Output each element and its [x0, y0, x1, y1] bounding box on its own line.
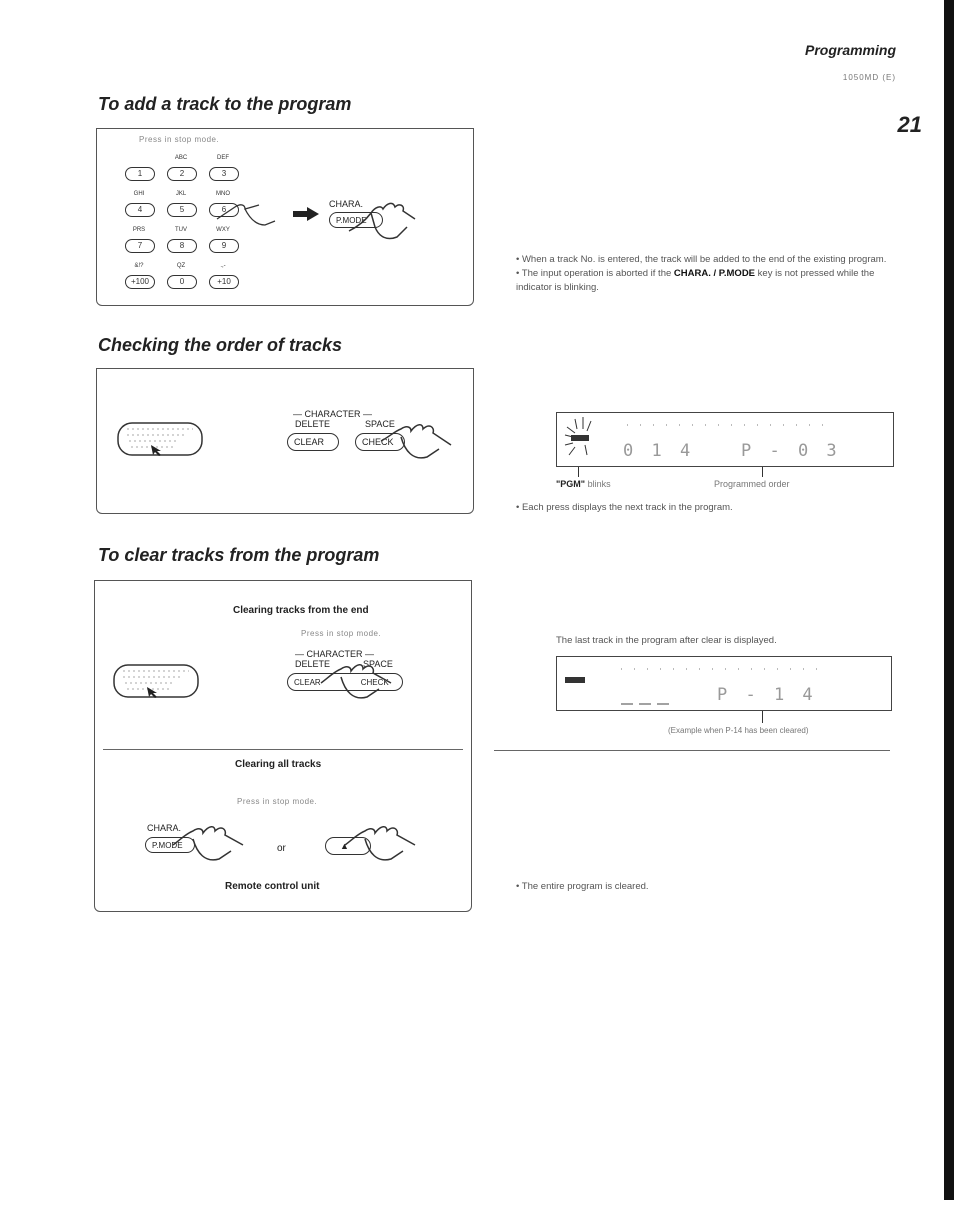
key-label: 1	[125, 167, 155, 181]
clear-button-label: CLEAR	[294, 677, 321, 687]
check-lcd-display	[556, 412, 894, 467]
chara-label: CHARA.	[147, 823, 182, 833]
hand-pointer-icon	[169, 823, 249, 876]
clear-lcd-display	[556, 656, 892, 711]
keypad-key-1[interactable]	[167, 155, 197, 181]
key-sub-label	[125, 155, 153, 163]
clear-all-heading: Clearing all tracks	[235, 759, 322, 770]
pgm-indicator-icon	[565, 677, 585, 683]
page-number: 21	[897, 112, 922, 137]
delete-label: DELETE	[295, 419, 331, 429]
space-label: SPACE	[363, 659, 393, 669]
track-number-display: 0 1 4	[623, 441, 695, 461]
programmed-order-caption: Programmed order	[714, 479, 790, 489]
clear-end-heading: Clearing tracks from the end	[233, 605, 369, 616]
key-sub-label: ABC	[174, 155, 188, 161]
divider	[103, 749, 463, 750]
key-label: 6	[209, 203, 239, 217]
dash-row-icon	[621, 693, 671, 711]
keypad-key-0[interactable]	[125, 155, 155, 181]
add-track-title: To add a track to the program	[98, 94, 352, 114]
clear-all-instruction: Press in stop mode.	[237, 797, 318, 806]
key-label: +10	[209, 275, 239, 289]
or-label: or	[277, 843, 286, 854]
key-label: 8	[167, 239, 197, 253]
check-order-title: Checking the order of tracks	[98, 335, 343, 355]
key-sub-label: WXY	[216, 227, 230, 233]
add-note-1: • When a track No. is entered, the track will be added to the end of the existing program.	[516, 254, 887, 265]
remote-control-label: Remote control unit	[225, 881, 320, 892]
keypad-key-2[interactable]	[209, 155, 239, 181]
remote-control-icon	[113, 663, 199, 704]
key-sub-label: &!?	[134, 263, 144, 269]
program-remaining-display: P - 1 4	[717, 685, 817, 705]
keypad-key-6[interactable]	[125, 227, 155, 253]
delete-label: DELETE	[295, 659, 331, 669]
clear-button[interactable]: CLEAR	[287, 433, 339, 451]
key-sub-label: .,-	[220, 263, 226, 269]
pgm-blinks-caption: "PGM" blinks	[556, 479, 611, 489]
keypad-key-10[interactable]	[167, 263, 197, 289]
hand-pointer-icon	[377, 421, 457, 474]
example-caption: (Example when P-14 has been cleared)	[668, 726, 809, 735]
key-label: +100	[125, 275, 155, 289]
hand-pointer-icon	[317, 661, 397, 714]
pmode-button[interactable]: P.MODE	[145, 837, 195, 853]
add-track-panel	[96, 128, 474, 306]
key-sub-label: DEF	[217, 155, 229, 161]
key-label: 5	[167, 203, 197, 217]
program-order-display: P - 0 3	[741, 441, 841, 461]
key-sub-label: GHI	[133, 191, 145, 197]
add-note-2: • The input operation is aborted if the CHARA. / P.MODE key is not pressed while the indicator is blinking.	[516, 268, 875, 293]
keypad-key-11[interactable]	[209, 263, 239, 289]
chara-label: CHARA.	[329, 199, 364, 209]
segment-row-icon	[621, 660, 821, 678]
key-sub-label: JKL	[175, 191, 187, 197]
keypad-key-9[interactable]	[125, 263, 155, 289]
hand-pointer-icon	[341, 823, 421, 876]
key-label: 0	[167, 275, 197, 289]
check-button-label: CHECK	[360, 677, 389, 687]
add-notes	[516, 253, 896, 295]
key-sub-label: PRS	[132, 227, 146, 233]
character-label: — CHARACTER —	[293, 409, 373, 419]
key-label: 2	[167, 167, 197, 181]
hand-pointer-icon	[345, 197, 417, 252]
keypad-key-4[interactable]	[167, 191, 197, 217]
segment-row-icon	[627, 416, 827, 434]
key-label: 9	[209, 239, 239, 253]
check-order-panel	[96, 368, 474, 514]
check-button[interactable]: CHECK	[355, 433, 405, 451]
page-spine-bar	[944, 0, 954, 1200]
pmode-button[interactable]: P.MODE	[329, 212, 383, 228]
pgm-leader-line	[578, 467, 579, 477]
keypad-key-3[interactable]	[125, 191, 155, 217]
prog-leader-line	[762, 467, 763, 477]
key-sub-label: MNO	[216, 191, 230, 197]
keypad-key-7[interactable]	[167, 227, 197, 253]
space-label: SPACE	[365, 419, 395, 429]
clear-end-instruction: Press in stop mode.	[301, 629, 382, 638]
model-number: 1050MD (E)	[842, 73, 896, 82]
key-sub-label: TUV	[175, 227, 187, 233]
blink-rays-icon	[561, 413, 601, 472]
section-header: Programming	[804, 42, 896, 58]
add-instruction: Press in stop mode.	[139, 135, 220, 144]
example-leader-line	[762, 711, 763, 723]
remote-control-icon	[117, 421, 203, 462]
arrow-right-icon	[293, 207, 319, 226]
divider	[494, 750, 890, 751]
key-label: 7	[125, 239, 155, 253]
key-sub-label: QZ	[176, 263, 186, 269]
clear-all-note: • The entire program is cleared.	[516, 881, 649, 892]
clear-end-note: The last track in the program after clear is displayed.	[556, 635, 777, 646]
eject-button[interactable]: ▲	[325, 837, 371, 855]
clear-tracks-title: To clear tracks from the program	[98, 545, 380, 565]
character-label: — CHARACTER —	[295, 649, 375, 659]
key-label: 4	[125, 203, 155, 217]
hand-left-icon	[215, 197, 279, 242]
key-label: 3	[209, 167, 239, 181]
check-note: • Each press displays the next track in the program.	[516, 502, 733, 513]
clear-tracks-panel	[94, 580, 472, 912]
